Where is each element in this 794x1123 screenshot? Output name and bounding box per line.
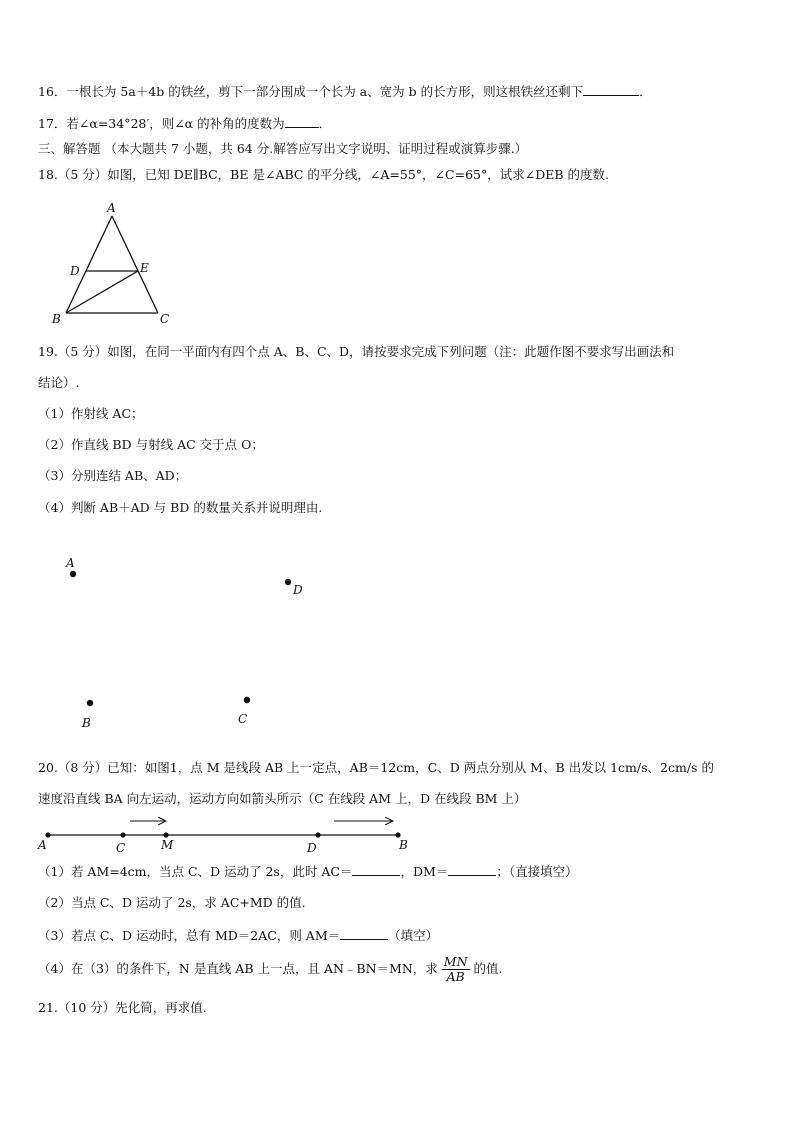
sub-1-text-c: ；（直接填空）: [496, 864, 578, 879]
sub-4-text-a: （4）在（3）的条件下，N 是直线 AB 上一点，且 AN﹣BN＝MN，求: [38, 961, 438, 976]
point-C: [244, 697, 250, 703]
line-label-D: D: [307, 841, 317, 855]
four-points-figure: [0, 550, 794, 740]
fraction-MN-over-AB: [442, 955, 470, 984]
question-20-text-2: 速度沿直线 BA 向左运动，运动方向如箭头所示（C 在线段 AM 上，D 在线段 BM 上）: [38, 791, 527, 806]
label-D: D: [70, 264, 80, 278]
answer-blank-AC[interactable]: [352, 863, 400, 876]
point-label-B: B: [82, 716, 91, 730]
line-label-C: C: [116, 841, 126, 855]
question-19-item-2: （2）作直线 BD 与射线 AC 交于点 O；: [38, 437, 264, 452]
question-19-item-3: （3）分别连结 AB、AD；: [38, 468, 188, 483]
fraction-denominator: AB: [446, 969, 465, 984]
dot-A: [45, 832, 50, 837]
question-17: [38, 115, 331, 132]
question-18-text: 18.（5 分）如图，已知 DE∥BC，BE 是∠ABC 的平分线，∠A=55°，∠C=65°，试求∠DEB 的度数.: [38, 167, 609, 182]
dot-D: [315, 832, 320, 837]
label-C: C: [160, 312, 170, 326]
line-label-A: A: [38, 838, 47, 852]
point-D: [285, 579, 291, 585]
section-heading: 三、解答题 （本大题共 7 小题，共 64 分.解答应写出文字说明、证明过程或演算步骤.）: [38, 141, 528, 156]
question-19-text-1: 19.（5 分）如图，在同一平面内有四个点 A、B、C、D，请按要求完成下列问题（注：此题作图不要求写出画法和: [38, 344, 675, 359]
segment-AC: [112, 216, 158, 313]
label-A: A: [107, 201, 116, 215]
triangle-figure: [40, 200, 190, 330]
number-line-figure: [0, 812, 794, 854]
sub-3-text-a: （3）若点 C、D 运动时，总有 MD＝2AC，则 AM＝: [38, 928, 341, 943]
sub-4-text-b: 的值.: [473, 961, 503, 976]
answer-blank-DM[interactable]: [448, 863, 496, 876]
question-21-text: 21.（10 分）先化简，再求值.: [38, 1000, 207, 1015]
fraction-numerator: MN: [443, 954, 468, 969]
label-E: E: [140, 261, 149, 275]
question-20-sub-4: [38, 954, 502, 984]
point-label-C: C: [238, 712, 248, 726]
sub-1-text-b: ，DM＝: [400, 864, 449, 879]
answer-blank-16[interactable]: [583, 83, 639, 96]
question-17-text: 17．若∠α=34°28′，则∠α 的补角的度数为: [38, 116, 285, 131]
dot-M: [163, 832, 168, 837]
sub-1-text-a: （1）若 AM=4cm，当点 C、D 运动了 2s，此时 AC＝: [38, 864, 353, 879]
question-19-item-4: （4）判断 AB＋AD 与 BD 的数量关系并说明理由.: [38, 500, 323, 515]
question-20-sub-3: [38, 927, 438, 944]
point-B: [87, 700, 93, 706]
answer-blank-17[interactable]: [285, 115, 319, 128]
point-A: [70, 571, 76, 577]
question-20-sub-2: （2）当点 C、D 运动了 2s，求 AC+MD 的值.: [38, 895, 306, 910]
sub-3-text-b: （填空）: [388, 928, 439, 943]
point-label-D: D: [293, 583, 303, 597]
label-B: B: [52, 312, 61, 326]
question-19-item-1: （1）作射线 AC；: [38, 406, 144, 421]
question-19-text-2: 结论）.: [38, 375, 80, 390]
question-17-tail: ．: [318, 116, 332, 131]
question-16-tail: ．: [639, 84, 652, 99]
answer-blank-AM[interactable]: [340, 927, 388, 940]
line-label-M: M: [161, 838, 174, 852]
dot-B: [395, 832, 400, 837]
question-16-text: 16．一根长为 5a＋4b 的铁丝，剪下一部分围成一个长为 a、宽为 b 的长方形，则这根铁丝还剩下: [38, 84, 584, 99]
question-20-sub-1: [38, 863, 578, 880]
question-20-text-1: 20.（8 分）已知：如图1，点 M 是线段 AB 上一定点，AB＝12cm，C、D 两点分别从 M、B 出发以 1cm/s、2cm/s 的: [38, 760, 714, 775]
dot-C: [120, 832, 125, 837]
line-label-B: B: [399, 838, 408, 852]
point-label-A: A: [66, 556, 75, 570]
question-16: [38, 83, 652, 100]
